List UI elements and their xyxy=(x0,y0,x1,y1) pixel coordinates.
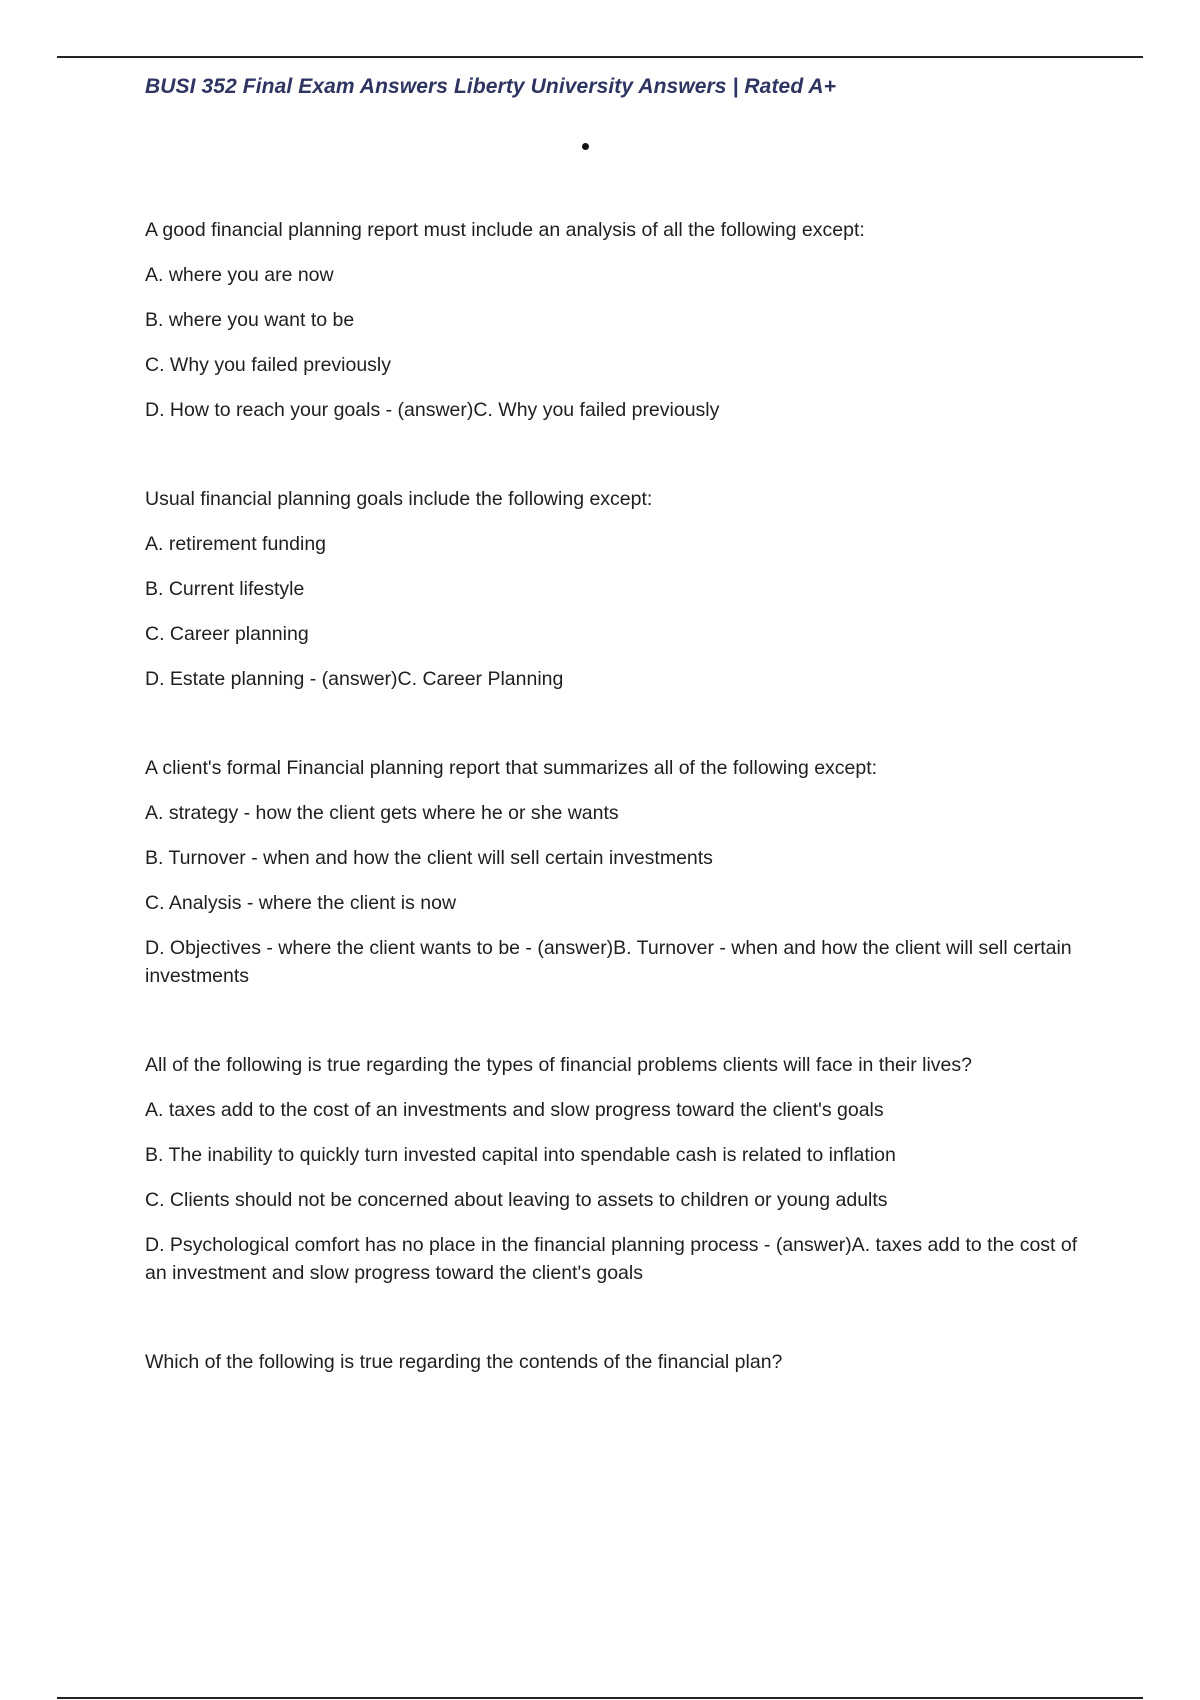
answer-option: A. where you are now xyxy=(145,264,334,286)
question-text: A client's formal Financial planning report that summarizes all of the following except: xyxy=(145,757,878,779)
answer-option: C. Clients should not be concerned about leaving to assets to children or young adults xyxy=(145,1189,888,1211)
document-title: BUSI 352 Final Exam Answers Liberty University Answers | Rated A+ xyxy=(145,75,837,98)
question-block xyxy=(145,216,1095,424)
answer-option: C. Career planning xyxy=(145,623,309,645)
answer-option: B. where you want to be xyxy=(145,309,355,331)
answer-option: B. The inability to quickly turn invested capital into spendable cash is related to inflation xyxy=(145,1144,896,1166)
bottom-rule xyxy=(57,1697,1143,1699)
top-rule xyxy=(57,56,1143,58)
answer-option: D. Psychological comfort has no place in the financial planning process - (answer)A. taxes add to the cost of an investment and slow progress toward the client's goals xyxy=(145,1234,1078,1284)
answer-option: D. How to reach your goals - (answer)C. Why you failed previously xyxy=(145,399,720,421)
question-block xyxy=(145,1051,1095,1287)
answer-option: D. Estate planning - (answer)C. Career Planning xyxy=(145,668,564,690)
question-text: All of the following is true regarding the types of financial problems clients will face in their lives? xyxy=(145,1054,972,1076)
answer-option: A. retirement funding xyxy=(145,533,327,555)
question-block xyxy=(145,485,1095,693)
answer-option: A. strategy - how the client gets where he or she wants xyxy=(145,802,619,824)
question-block xyxy=(145,1348,1095,1376)
question-text: Which of the following is true regarding the contends of the financial plan? xyxy=(145,1351,783,1373)
question-text: A good financial planning report must include an analysis of all the following except: xyxy=(145,219,865,241)
answer-option: A. taxes add to the cost of an investments and slow progress toward the client's goals xyxy=(145,1099,884,1121)
answer-option: B. Current lifestyle xyxy=(145,578,305,600)
answer-option: D. Objectives - where the client wants to be - (answer)B. Turnover - when and how the client will sell certain investments xyxy=(145,937,1072,987)
answer-option: B. Turnover - when and how the client will sell certain investments xyxy=(145,847,713,869)
answer-option: C. Analysis - where the client is now xyxy=(145,892,457,914)
bullet-marker xyxy=(582,143,589,150)
question-block xyxy=(145,754,1095,990)
question-text: Usual financial planning goals include the following except: xyxy=(145,488,653,510)
answer-option: C. Why you failed previously xyxy=(145,354,392,376)
question-list xyxy=(145,216,1095,1393)
